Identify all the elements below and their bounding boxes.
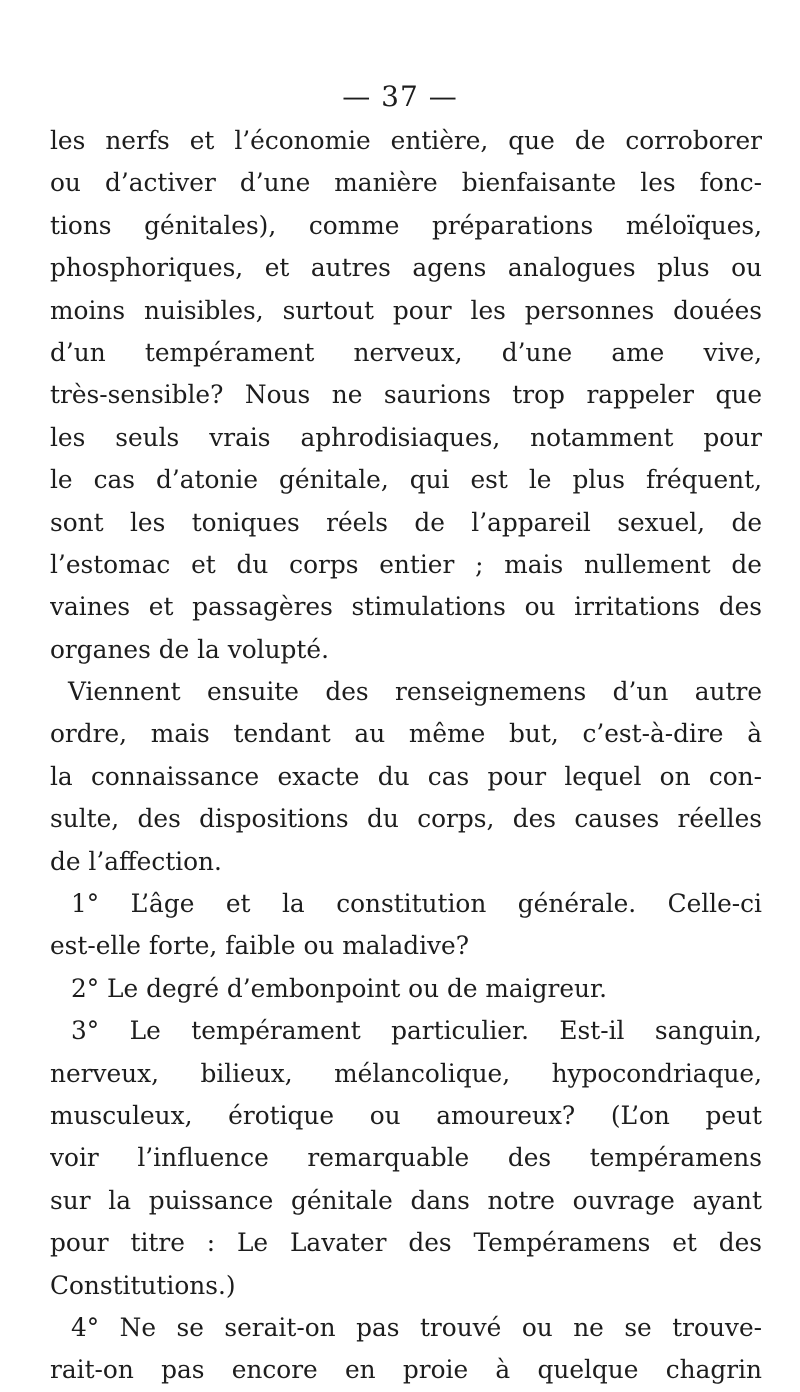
list-item-line: 2° Le degré d’embonpoint ou de maigreur. bbox=[71, 973, 608, 1003]
text-line: ordre, mais tendant au même but, c’est-à-dire à bbox=[50, 719, 762, 749]
text-line: très-sensible? Nous ne saurions trop rappeler que bbox=[50, 380, 762, 410]
text-line: Constitutions.) bbox=[50, 1270, 236, 1300]
text-line: d’un tempérament nerveux, d’une ame vive, bbox=[50, 337, 762, 367]
page-number: — 37 — bbox=[342, 80, 458, 113]
body-text bbox=[50, 120, 762, 1392]
text-line: voir l’influence remarquable des tempéramens bbox=[50, 1143, 762, 1173]
text-line: organes de la volupté. bbox=[50, 634, 329, 664]
text-line: de l’affection. bbox=[50, 846, 222, 876]
text-line: rait-on pas encore en proie à quelque chagrin bbox=[50, 1355, 762, 1385]
text-line: ou d’activer d’une manière bienfaisante les fonc- bbox=[50, 168, 762, 198]
list-item-line: 4° Ne se serait-on pas trouvé ou ne se trouve- bbox=[71, 1312, 762, 1342]
paragraph-start-line: Viennent ensuite des renseignemens d’un autre bbox=[68, 677, 762, 707]
text-line: l’estomac et du corps entier ; mais nullement de bbox=[50, 549, 762, 579]
text-line: nerveux, bilieux, mélancolique, hypocondriaque, bbox=[50, 1058, 762, 1088]
text-line: est-elle forte, faible ou maladive? bbox=[50, 931, 470, 961]
text-line: phosphoriques, et autres agens analogues plus ou bbox=[50, 253, 762, 283]
text-line: le cas d’atonie génitale, qui est le plus fréquent, bbox=[50, 465, 762, 495]
text-line: sont les toniques réels de l’appareil sexuel, de bbox=[50, 507, 762, 537]
text-line: les seuls vrais aphrodisiaques, notamment pour bbox=[50, 422, 762, 452]
list-item-line: 3° Le tempérament particulier. Est-il sanguin, bbox=[71, 1016, 762, 1046]
text-line: tions génitales), comme préparations méloïques, bbox=[50, 210, 762, 240]
text-line: sur la puissance génitale dans notre ouvrage ayant bbox=[50, 1185, 762, 1215]
text-line: la connaissance exacte du cas pour lequel on con- bbox=[50, 761, 762, 791]
text-line: pour titre : Le Lavater des Tempéramens et des bbox=[50, 1228, 762, 1258]
text-line: musculeux, érotique ou amoureux? (L’on peut bbox=[50, 1100, 762, 1130]
text-line: sulte, des dispositions du corps, des causes réelles bbox=[50, 804, 762, 834]
list-item-line: 1° L’âge et la constitution générale. Celle-ci bbox=[71, 889, 762, 919]
text-line: moins nuisibles, surtout pour les personnes douées bbox=[50, 295, 762, 325]
text-line: les nerfs et l’économie entière, que de corroborer bbox=[50, 126, 762, 155]
text-line: vaines et passagères stimulations ou irritations des bbox=[50, 592, 762, 622]
